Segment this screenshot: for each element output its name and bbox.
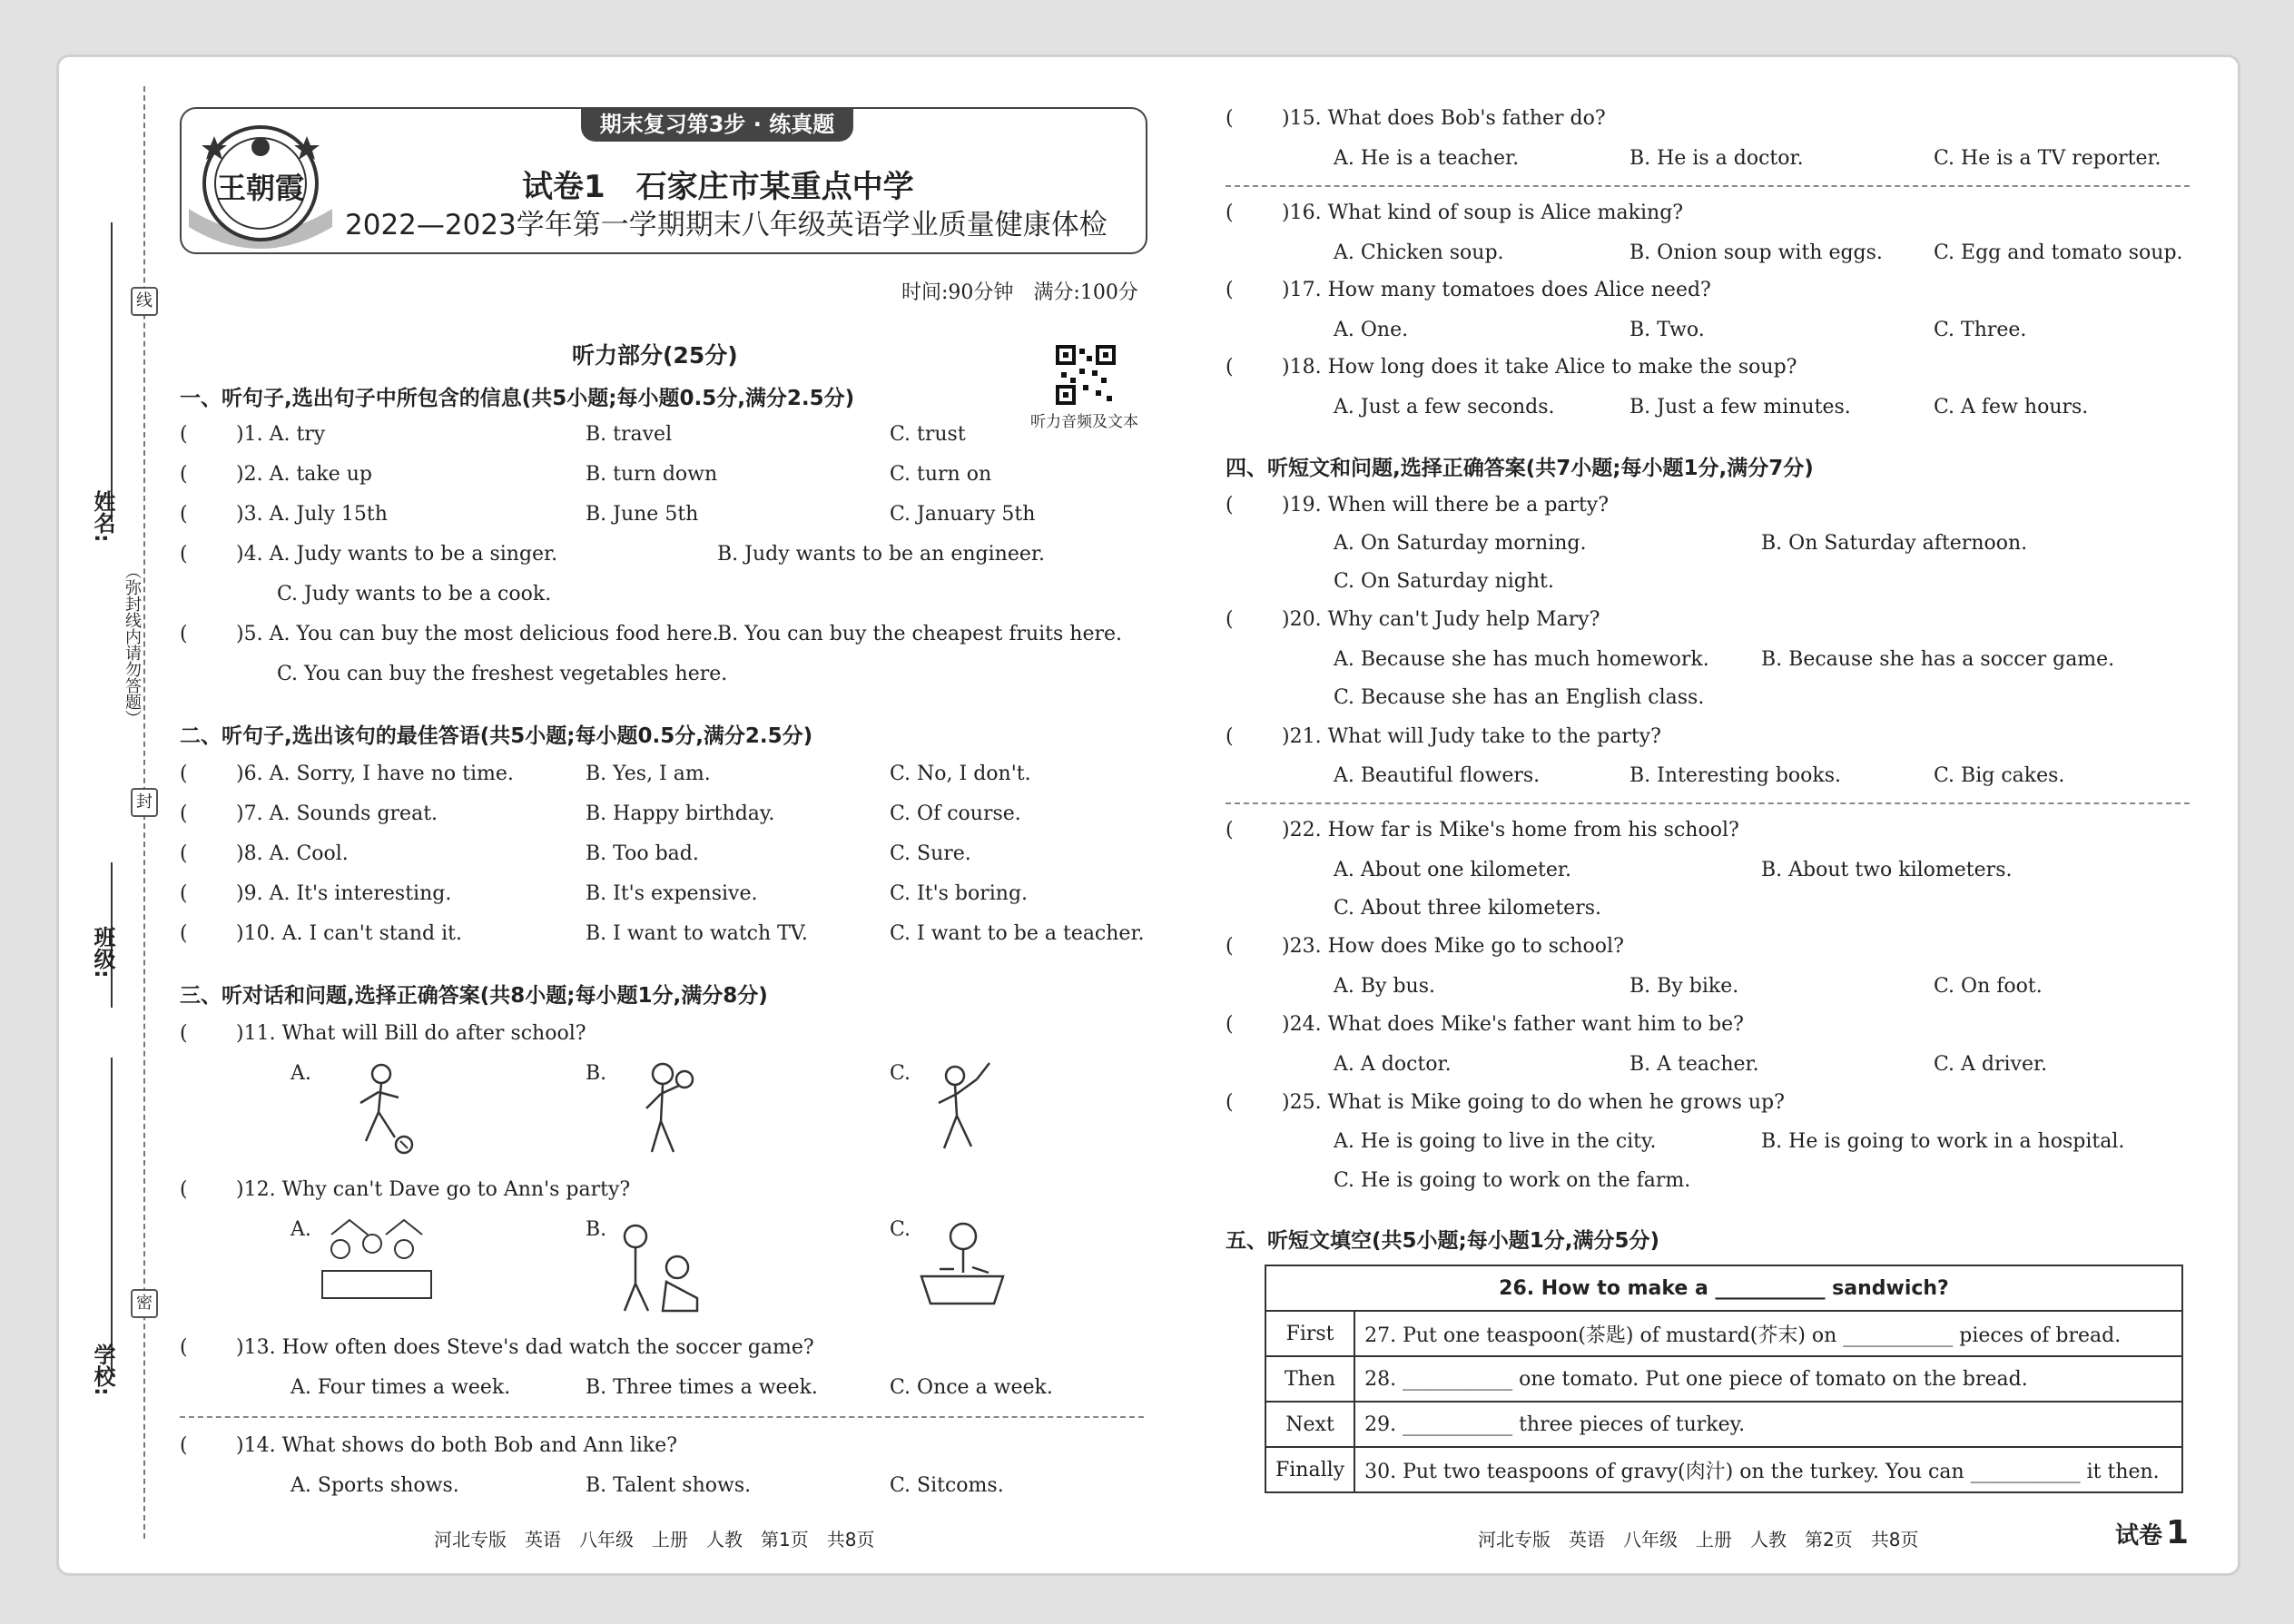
exam-title: 试卷1 石家庄市某重点中学 xyxy=(522,169,914,205)
q15-option-b[interactable]: B. He is a doctor. xyxy=(1629,147,1804,170)
q13-option-c[interactable]: C. Once a week. xyxy=(890,1376,1053,1399)
recipe-title: 26. How to make a ___________ sandwich? xyxy=(1265,1265,2182,1311)
question-8: ( )8. A. Cool. xyxy=(180,842,349,865)
q18-option-c[interactable]: C. A few hours. xyxy=(1934,396,2089,418)
q21-option-c[interactable]: C. Big cakes. xyxy=(1934,764,2065,787)
q14-option-b[interactable]: B. Talent shows. xyxy=(586,1474,752,1497)
family-party-image[interactable] xyxy=(313,1216,440,1316)
q23-option-a[interactable]: A. By bus. xyxy=(1334,975,1435,998)
basketball-image[interactable] xyxy=(626,1058,708,1157)
question-16: ( )16. What kind of soup is Alice making? xyxy=(1226,202,1684,224)
mark-secret: 密 xyxy=(131,1289,158,1318)
q21-option-a[interactable]: A. Beautiful flowers. xyxy=(1334,764,1541,787)
baseball-image[interactable] xyxy=(917,1058,999,1157)
q12-option-a[interactable]: A. xyxy=(290,1218,311,1241)
q2-option-c[interactable]: C. turn on xyxy=(890,463,992,486)
q19-option-b[interactable]: B. On Saturday afternoon. xyxy=(1761,532,2028,555)
header-tab: 期末复习第3步 · 练真题 xyxy=(581,107,853,142)
question-14: ( )14. What shows do both Bob and Ann like? xyxy=(180,1434,678,1457)
q23-option-c[interactable]: C. On foot. xyxy=(1934,975,2043,998)
divider xyxy=(1226,185,2190,187)
section-5-heading: 五、听短文填空(共5小题;每小题1分,满分5分) xyxy=(1226,1229,1659,1253)
step-label: First xyxy=(1265,1311,1354,1356)
listening-title: 听力部分(25分) xyxy=(572,342,738,369)
q13-stem: )13. How often does Steve's dad watch the soccer game? xyxy=(236,1336,814,1359)
q23-stem: )23. How does Mike go to school? xyxy=(1282,935,1624,958)
step-label: Finally xyxy=(1265,1447,1354,1492)
question-9: ( )9. A. It's interesting. xyxy=(180,882,452,905)
q2-option-b[interactable]: B. turn down xyxy=(586,463,718,486)
q16-option-a[interactable]: A. Chicken soup. xyxy=(1334,241,1504,264)
school-label: 学校: xyxy=(90,1343,115,1396)
section-4-heading: 四、听短文和问题,选择正确答案(共7小题;每小题1分,满分7分) xyxy=(1226,457,1814,480)
q20-option-b[interactable]: B. Because she has a soccer game. xyxy=(1761,648,2115,671)
q1-option-a[interactable]: )1. A. try xyxy=(236,423,326,446)
table-row xyxy=(1265,1447,2182,1492)
q13-option-a[interactable]: A. Four times a week. xyxy=(290,1376,511,1399)
question-15: ( )15. What does Bob's father do? xyxy=(1226,107,1606,130)
question-20: ( )20. Why can't Judy help Mary? xyxy=(1226,608,1600,631)
step-text[interactable]: 27. Put one teaspoon(茶匙) of mustard(芥末) on ___________ pieces of bread. xyxy=(1354,1311,2182,1356)
table-row xyxy=(1265,1311,2182,1356)
q6-option-c[interactable]: C. No, I don't. xyxy=(890,763,1031,785)
q5-option-b[interactable]: B. You can buy the cheapest fruits here. xyxy=(717,623,1123,645)
q9-option-a[interactable]: )9. A. It's interesting. xyxy=(236,882,452,905)
q9-option-c[interactable]: C. It's boring. xyxy=(890,882,1029,905)
step-label: Then xyxy=(1265,1356,1354,1402)
q7-option-b[interactable]: B. Happy birthday. xyxy=(586,802,775,825)
q7-option-c[interactable]: C. Of course. xyxy=(890,802,1021,825)
svg-text:王朝霞: 王朝霞 xyxy=(216,171,305,205)
q18-option-b[interactable]: B. Just a few minutes. xyxy=(1629,396,1851,418)
q19-stem: )19. When will there be a party? xyxy=(1282,494,1610,517)
q10-option-c[interactable]: C. I want to be a teacher. xyxy=(890,922,1145,945)
q12-stem: )12. Why can't Dave go to Ann's party? xyxy=(236,1178,631,1201)
question-21: ( )21. What will Judy take to the party? xyxy=(1226,725,1661,748)
footer-right: 河北专版 英语 八年级 上册 人教 第2页 共8页 xyxy=(1478,1529,1919,1550)
qr-caption: 听力音频及文本 xyxy=(1030,413,1138,431)
section-2-heading: 二、听句子,选出该句的最佳答语(共5小题;每小题0.5分,满分2.5分) xyxy=(180,724,813,748)
q14-option-a[interactable]: A. Sports shows. xyxy=(290,1474,459,1497)
question-5: ( )5. A. You can buy the most delicious food here. xyxy=(180,623,719,645)
q25-stem: )25. What is Mike going to do when he grows up? xyxy=(1282,1091,1785,1114)
section-3-heading: 三、听对话和问题,选择正确答案(共8小题;每小题1分,满分8分) xyxy=(180,984,768,1008)
q16-stem: )16. What kind of soup is Alice making? xyxy=(1282,202,1684,224)
question-11: ( )11. What will Bill do after school? xyxy=(180,1022,586,1045)
question-18: ( )18. How long does it take Alice to make the soup? xyxy=(1226,356,1797,379)
q23-option-b[interactable]: B. By bike. xyxy=(1629,975,1739,998)
step-label: Next xyxy=(1265,1402,1354,1447)
sick-kid-image[interactable] xyxy=(608,1216,708,1316)
divider xyxy=(1226,802,2190,804)
q3-option-b[interactable]: B. June 5th xyxy=(586,503,699,526)
q16-option-c[interactable]: C. Egg and tomato soup. xyxy=(1934,241,2183,264)
q20-stem: )20. Why can't Judy help Mary? xyxy=(1282,608,1600,631)
class-label: 班级: xyxy=(90,926,115,979)
q14-stem: )14. What shows do both Bob and Ann like? xyxy=(236,1434,678,1457)
school-blank xyxy=(111,1058,113,1375)
question-19: ( )19. When will there be a party? xyxy=(1226,494,1610,517)
q11-stem: )11. What will Bill do after school? xyxy=(236,1022,586,1045)
question-7: ( )7. A. Sounds great. xyxy=(180,802,438,825)
q17-option-b[interactable]: B. Two. xyxy=(1629,319,1705,341)
q8-option-b[interactable]: B. Too bad. xyxy=(586,842,699,865)
q25-option-b[interactable]: B. He is going to work in a hospital. xyxy=(1761,1130,2125,1153)
question-24: ( )24. What does Mike's father want him to be? xyxy=(1226,1013,1744,1036)
q24-option-c[interactable]: C. A driver. xyxy=(1934,1053,2048,1076)
step-text[interactable]: 30. Put two teaspoons of gravy(肉汁) on the turkey. You can ___________ it then. xyxy=(1354,1447,2182,1492)
q20-option-c[interactable]: C. Because she has an English class. xyxy=(1334,686,1705,709)
question-4: ( )4. A. Judy wants to be a singer. xyxy=(180,543,558,566)
question-13: ( )13. How often does Steve's dad watch the soccer game? xyxy=(180,1336,814,1359)
q24-stem: )24. What does Mike's father want him to be? xyxy=(1282,1013,1744,1036)
q15-option-a[interactable]: A. He is a teacher. xyxy=(1334,147,1520,170)
q21-stem: )21. What will Judy take to the party? xyxy=(1282,725,1661,748)
exam-subtitle: 2022—2023学年第一学期期末八年级英语学业质量健康体检 xyxy=(345,209,1108,241)
q12-option-b[interactable]: B. xyxy=(586,1218,607,1241)
q15-option-c[interactable]: C. He is a TV reporter. xyxy=(1934,147,2161,170)
q19-option-a[interactable]: A. On Saturday morning. xyxy=(1334,532,1587,555)
soccer-boy-image[interactable] xyxy=(340,1058,422,1157)
q22-option-c[interactable]: C. About three kilometers. xyxy=(1334,897,1602,920)
q7-option-a[interactable]: )7. A. Sounds great. xyxy=(236,802,438,825)
q6-option-b[interactable]: B. Yes, I am. xyxy=(586,763,711,785)
studying-kid-image[interactable] xyxy=(912,1216,1012,1316)
q20-option-a[interactable]: A. Because she has much homework. xyxy=(1334,648,1709,671)
mark-line: 线 xyxy=(131,287,158,316)
q11-option-c[interactable]: C. xyxy=(890,1062,911,1085)
divider xyxy=(180,1416,1144,1418)
q5-option-a[interactable]: )5. A. You can buy the most delicious food here. xyxy=(236,623,719,645)
paper-label: 试卷 1 xyxy=(2115,1514,2190,1551)
q8-option-c[interactable]: C. Sure. xyxy=(890,842,971,865)
q18-stem: )18. How long does it take Alice to make the soup? xyxy=(1282,356,1797,379)
question-6: ( )6. A. Sorry, I have no time. xyxy=(180,763,514,785)
q25-option-a[interactable]: A. He is going to live in the city. xyxy=(1334,1130,1657,1153)
q18-option-a[interactable]: A. Just a few seconds. xyxy=(1334,396,1555,418)
q10-option-a[interactable]: )10. A. I can't stand it. xyxy=(236,922,462,945)
q9-option-b[interactable]: B. It's expensive. xyxy=(586,882,758,905)
q25-option-c[interactable]: C. He is going to work on the farm. xyxy=(1334,1169,1691,1192)
seal-logo xyxy=(187,118,334,252)
recipe-table xyxy=(1265,1265,2183,1493)
qr-code[interactable] xyxy=(1056,345,1116,405)
time-info: 时间:90分钟 满分:100分 xyxy=(901,281,1138,304)
q8-option-a[interactable]: )8. A. Cool. xyxy=(236,842,349,865)
q13-option-b[interactable]: B. Three times a week. xyxy=(586,1376,818,1399)
q22-stem: )22. How far is Mike's home from his school? xyxy=(1282,819,1739,842)
question-22: ( )22. How far is Mike's home from his school? xyxy=(1226,819,1739,842)
q22-option-b[interactable]: B. About two kilometers. xyxy=(1761,859,2013,881)
q1-option-c[interactable]: C. trust xyxy=(890,423,966,446)
q21-option-b[interactable]: B. Interesting books. xyxy=(1629,764,1842,787)
q17-option-a[interactable]: A. One. xyxy=(1334,319,1409,341)
q22-option-a[interactable]: A. About one kilometer. xyxy=(1334,859,1572,881)
name-label: 姓名: xyxy=(90,490,115,543)
q17-stem: )17. How many tomatoes does Alice need? xyxy=(1282,279,1711,301)
q17-option-c[interactable]: C. Three. xyxy=(1934,319,2027,341)
q12-option-c[interactable]: C. xyxy=(890,1218,911,1241)
name-blank xyxy=(111,222,113,522)
question-10: ( )10. A. I can't stand it. xyxy=(180,922,462,945)
seal-notice: （弥封线内请勿答题） xyxy=(123,563,142,726)
paper-number: 1 xyxy=(2166,1514,2190,1551)
q4-option-b[interactable]: B. Judy wants to be an engineer. xyxy=(717,543,1045,566)
q5-option-c[interactable]: C. You can buy the freshest vegetables here. xyxy=(277,663,728,685)
section-1-heading: 一、听句子,选出句子中所包含的信息(共5小题;每小题0.5分,满分2.5分) xyxy=(180,387,855,410)
question-25: ( )25. What is Mike going to do when he grows up? xyxy=(1226,1091,1785,1114)
q4-option-c[interactable]: C. Judy wants to be a cook. xyxy=(277,583,552,605)
q24-option-b[interactable]: B. A teacher. xyxy=(1629,1053,1759,1076)
q4-option-a[interactable]: )4. A. Judy wants to be a singer. xyxy=(236,543,558,566)
table-row xyxy=(1265,1402,2182,1447)
footer-left: 河北专版 英语 八年级 上册 人教 第1页 共8页 xyxy=(434,1529,875,1550)
q2-option-a[interactable]: )2. A. take up xyxy=(236,463,372,486)
q15-stem: )15. What does Bob's father do? xyxy=(1282,107,1606,130)
q16-option-b[interactable]: B. Onion soup with eggs. xyxy=(1629,241,1883,264)
q3-option-c[interactable]: C. January 5th xyxy=(890,503,1036,526)
question-12: ( )12. Why can't Dave go to Ann's party? xyxy=(180,1178,631,1201)
question-3: ( )3. A. July 15th xyxy=(180,503,388,526)
q10-option-b[interactable]: B. I want to watch TV. xyxy=(586,922,808,945)
q3-option-a[interactable]: )3. A. July 15th xyxy=(236,503,388,526)
table-row xyxy=(1265,1356,2182,1402)
question-23: ( )23. How does Mike go to school? xyxy=(1226,935,1624,958)
q6-option-a[interactable]: )6. A. Sorry, I have no time. xyxy=(236,763,514,785)
question-2: ( )2. A. take up xyxy=(180,463,372,486)
question-17: ( )17. How many tomatoes does Alice need? xyxy=(1226,279,1711,301)
step-text[interactable]: 29. ___________ three pieces of turkey. xyxy=(1354,1402,2182,1447)
step-text[interactable]: 28. ___________ one tomato. Put one piece of tomato on the bread. xyxy=(1354,1356,2182,1402)
q14-option-c[interactable]: C. Sitcoms. xyxy=(890,1474,1004,1497)
question-1: ( )1. A. try xyxy=(180,423,326,446)
q11-option-a[interactable]: A. xyxy=(290,1062,311,1085)
q11-option-b[interactable]: B. xyxy=(586,1062,607,1085)
q24-option-a[interactable]: A. A doctor. xyxy=(1334,1053,1452,1076)
q19-option-c[interactable]: C. On Saturday night. xyxy=(1334,570,1554,593)
q1-option-b[interactable]: B. travel xyxy=(586,423,673,446)
mark-seal: 封 xyxy=(131,788,158,817)
